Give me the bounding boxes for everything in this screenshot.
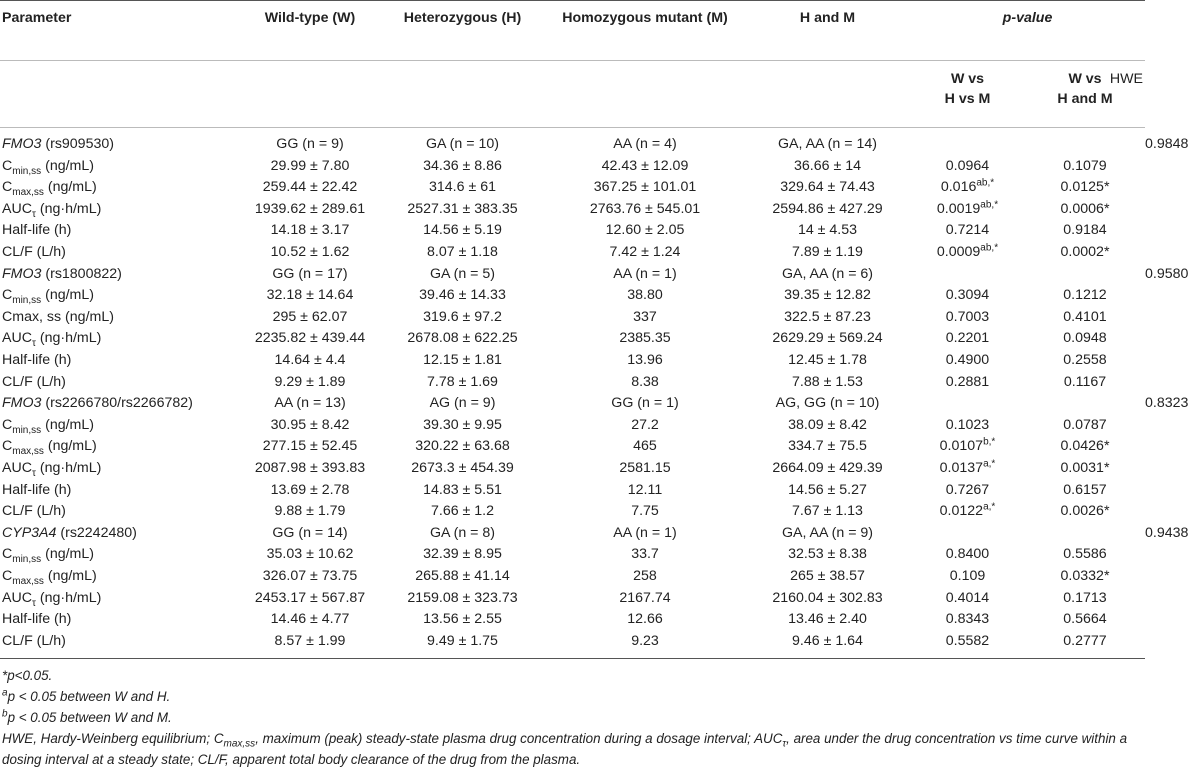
table-row [0,544,1145,566]
value-m: 2385.35 [619,330,671,347]
parameter-name: Half-life (h) [2,351,72,368]
value-w: 9.29 ± 1.89 [274,373,346,390]
parameter-cell [0,480,240,502]
table-row [0,307,1145,329]
parameter-unit: (ng/mL) [41,157,94,174]
genotype-hm: AG, GG (n = 10) [775,395,880,412]
parameter-name: C [2,179,13,196]
p-value-w-vs-h-and-m: 0.5586 [1063,546,1107,563]
parameter-cell [0,372,240,394]
p-value-w-vs-h-and-m: 0.1079 [1063,157,1107,174]
genotype-w: GG (n = 14) [272,524,348,541]
genotype-h: GA (n = 8) [429,524,496,541]
parameter-cell [0,501,240,523]
note-abbrev-part2: , maximum (peak) steady-state plasma drug concentration during a dosage interval; AUC [255,731,783,747]
parameter-cell [0,587,240,609]
parameter-name: C [2,157,13,174]
value-w: 277.15 ± 52.45 [262,438,358,455]
value-w: 13.69 ± 2.78 [270,481,350,498]
value-w: 8.57 ± 1.99 [240,631,380,659]
value-hm: 334.7 ± 75.5 [788,438,867,455]
value-h: 39.30 ± 9.95 [423,416,502,433]
value-w: 29.99 ± 7.80 [270,157,350,174]
parameter-unit: (ng·h/mL) [35,459,102,476]
parameter-unit: (ng/mL) [41,546,94,563]
value-w: 259.44 ± 22.42 [262,179,358,196]
p-value-w-vs-h-vs-m [910,544,1025,566]
p-blank [1025,128,1145,156]
value-m: 13.96 [627,351,663,368]
p-value-w-vs-h-vs-m [910,480,1025,502]
p-value-w-vs-h-and-m: 0.4101 [1063,308,1107,325]
value-h: 2159.08 ± 323.73 [407,589,518,606]
value-h: 39.46 ± 14.33 [419,287,506,304]
value-m: 2581.15 [619,459,671,476]
header-p-value-text: p-value [1002,10,1053,26]
p1-value: 0.109 [949,567,986,584]
note-b-text: p < 0.05 between W and M. [7,710,172,726]
value-hm: 322.5 ± 87.23 [784,308,871,325]
parameter-name: Half-life (h) [2,222,72,239]
p1-value: 0.4014 [945,589,990,606]
value-h: 14.83 ± 5.51 [423,481,502,498]
parameter-sub: min,ss [12,424,42,436]
p-value-w-vs-h-and-m: 0.2558 [1063,351,1107,368]
value-m: 465 [633,438,657,455]
table-row [0,328,1145,350]
genotype-w: AA (n = 13) [274,395,346,412]
table-row [0,587,1145,609]
table-row [0,566,1145,588]
value-h: 9.49 ± 1.75 [380,631,545,659]
value-h: 265.88 ± 41.14 [415,567,510,584]
parameter-cell [0,350,240,372]
parameter-name: C [2,546,13,563]
p-value-w-vs-h-and-m: 0.1212 [1063,287,1107,304]
value-m: 8.38 [631,373,659,390]
p1-sup: a,* [983,458,996,470]
p-value-w-vs-h-and-m: 0.0332* [1060,567,1110,584]
note-abbrev-part3: , area under the drug concentration vs time curve within a dosing interval at a steady state; CL/F, apparent total body clearance of the drug from the plasma. [2,731,1128,768]
p-value-w-vs-h-vs-m [910,415,1025,437]
parameter-cell [0,242,240,264]
parameter-name: Half-life (h) [2,481,72,498]
p-value-w-vs-h-and-m: 0.0948 [1063,330,1107,347]
genotype-hm: GA, AA (n = 14) [778,136,877,153]
value-w: 2453.17 ± 567.87 [254,589,366,606]
parameter-unit: (ng·h/mL) [35,200,102,217]
p1-value: 0.0009 [936,244,981,261]
snp-id: (rs2266780/rs2266782) [41,395,193,412]
table-row [0,372,1145,394]
snp-id: (rs1800822) [41,265,122,282]
note-a-text: p < 0.05 between W and H. [7,689,171,705]
p1-sup: b,* [983,436,996,448]
p-value-w-vs-h-and-m: 0.2777 [1025,631,1145,659]
p1-value: 0.3094 [945,287,990,304]
table-row [0,501,1145,523]
table-row [0,242,1145,264]
value-h: 8.07 ± 1.18 [427,244,498,261]
value-w: 14.64 ± 4.4 [274,351,346,368]
p-blank [1025,264,1145,286]
value-hm: 39.35 ± 12.82 [784,287,871,304]
parameter-sub: min,ss [12,554,42,566]
parameter-cell [0,458,240,480]
parameter-unit: (ng·h/mL) [35,330,102,347]
parameter-name: AUC [2,330,32,347]
p-value-w-vs-h-and-m: 0.9184 [1063,222,1107,239]
p-blank [910,264,1025,286]
p-value-w-vs-h-vs-m [910,458,1025,480]
parameter-sub: min,ss [12,165,42,177]
p1-value: 0.0019 [936,200,981,217]
parameter-name: C [2,438,13,455]
genotype-m: AA (n = 1) [613,524,677,541]
p-value-w-vs-h-vs-m [910,501,1025,523]
note-b [2,707,1143,728]
p-value-w-vs-h-and-m: 0.0787 [1063,416,1107,433]
parameter-cell [0,156,240,178]
p-value-w-vs-h-vs-m [910,177,1025,199]
p1-value: 0.8343 [945,611,990,628]
genotype-h: AG (n = 9) [429,395,496,412]
p1-value: 0.0122 [939,503,984,520]
table-row [0,436,1145,458]
p-value-w-vs-h-vs-m [910,307,1025,329]
parameter-sub: max,ss [12,446,44,458]
value-hm: 14 ± 4.53 [797,222,858,239]
table-row [0,609,1145,631]
p1-value: 0.7214 [945,222,990,239]
value-m: 2167.74 [619,589,671,606]
genotype-hm: GA, AA (n = 6) [781,265,874,282]
gene-label [0,523,240,545]
p-value-w-vs-h-vs-m [910,436,1025,458]
gene-name: FMO3 [2,395,42,412]
parameter-cell [0,609,240,631]
table-row: FMO3 (rs1800822) GG (n = 17) GA (n = 5) AA (n = 1) GA, AA (n = 6) 0.9580 [0,264,1145,286]
p-value-w-vs-h-and-m: 0.0426* [1060,438,1110,455]
value-w: 1939.62 ± 289.61 [254,200,366,217]
header-homozygous [545,1,745,61]
p1-sup: ab,* [976,177,995,189]
parameter-unit: (ng/mL) [43,438,97,455]
value-hm: 329.64 ± 74.43 [780,179,875,196]
parameter-unit: (ng/mL) [41,416,94,433]
parameter-cell [0,199,240,221]
value-hm: 36.66 ± 14 [794,157,861,174]
value-hm: 14.56 ± 5.27 [788,481,867,498]
value-hm: 2160.04 ± 302.83 [772,589,883,606]
parameter-unit: (ng·h/mL) [35,589,102,606]
p-value-w-vs-h-vs-m [910,220,1025,242]
header-w-vs-h-vs-m-line1: W vs [950,71,985,87]
value-w: 10.52 ± 1.62 [270,244,350,261]
note-significance: *p<0.05. [2,668,53,684]
p1-value: 0.2201 [945,330,990,347]
value-m: 12.11 [627,481,663,498]
p1-value: 0.0137 [939,459,984,476]
value-hm: 7.88 ± 1.53 [792,373,863,390]
table-row [0,458,1145,480]
value-w: 32.18 ± 14.64 [266,287,354,304]
table-row: FMO3 (rs2266780/rs2266782) AA (n = 13) AG (n = 9) GG (n = 1) AG, GG (n = 10) 0.8323 [0,393,1145,415]
value-w: 2087.98 ± 393.83 [254,459,366,476]
table-row [0,415,1145,437]
value-m: 7.75 [631,503,659,520]
value-m: 27.2 [631,416,659,433]
value-w: 30.95 ± 8.42 [270,416,350,433]
value-hm: 12.45 ± 1.78 [788,351,867,368]
value-h: 12.15 ± 1.81 [423,351,502,368]
note-a-sup: a [2,687,8,699]
p-value-w-vs-h-vs-m [910,587,1025,609]
p-value-w-vs-h-vs-m [910,609,1025,631]
p-value-w-vs-h-and-m: 0.0002* [1060,244,1110,261]
value-w: 295 ± 62.07 [272,308,348,325]
p1-value: 0.5582 [945,632,990,649]
parameter-name: AUC [2,200,32,217]
parameter-name: AUC [2,589,32,606]
value-h: 320.22 ± 63.68 [415,438,510,455]
parameter-sub: τ [31,597,36,609]
p1-value: 0.7003 [945,308,990,325]
gene-name: FMO3 [2,136,42,153]
genotype-w: GG (n = 9) [276,136,344,153]
gene-label [0,128,240,156]
p-value-w-vs-h-vs-m [910,242,1025,264]
p1-value: 0.016 [940,179,977,196]
p-blank [1025,393,1145,415]
value-hm: 38.09 ± 8.42 [788,416,867,433]
parameter-sub: τ [31,467,36,479]
genotype-m: GG (n = 1) [611,395,679,412]
p-blank [1025,523,1145,545]
value-hm: 7.67 ± 1.13 [792,503,863,520]
value-w: 14.46 ± 4.77 [270,611,350,628]
p1-value: 0.7267 [945,481,990,498]
parameter-sub: τ [31,338,36,350]
value-hm: 265 ± 38.57 [790,567,865,584]
value-h: 7.78 ± 1.69 [427,373,498,390]
table-row [0,156,1145,178]
p-blank [910,128,1025,156]
table-row [0,350,1145,372]
value-hm: 7.89 ± 1.19 [792,244,863,261]
parameter-name: C [2,416,13,433]
gene-name: FMO3 [2,265,42,282]
value-h: 7.66 ± 1.2 [430,503,494,520]
header-heterozygous: Heterozygous (H) [380,1,545,61]
p-value-w-vs-h-and-m: 0.0125* [1060,179,1110,196]
value-h: 2673.3 ± 454.39 [411,459,514,476]
p-value-w-vs-h-vs-m [910,285,1025,307]
value-m: 258 [633,567,657,584]
value-h: 32.39 ± 8.95 [423,546,502,563]
parameter-name: Cmax, ss (ng/mL) [2,308,114,325]
p1-value: 0.1023 [945,416,990,433]
p-value-w-vs-h-vs-m [910,566,1025,588]
value-m: 42.43 ± 12.09 [601,157,689,174]
parameter-name: Half-life (h) [2,611,72,628]
parameter-cell [0,631,240,659]
parameter-cell [0,177,240,199]
p-value-w-vs-h-and-m: 0.6157 [1063,481,1107,498]
parameter-cell [0,544,240,566]
value-h: 13.56 ± 2.55 [423,611,502,628]
header-w-vs-h-vs-m-line2: H vs M [944,91,991,107]
header-parameter: Parameter [0,1,240,61]
table-row: FMO3 (rs909530) GG (n = 9) GA (n = 10) AA (n = 4) GA, AA (n = 14) 0.9848 [0,128,1145,156]
header-w-vs-h-and-m-line2: H and M [1057,91,1113,107]
table-row [0,631,1145,659]
genotype-m: AA (n = 4) [613,136,677,153]
value-m: 33.7 [631,546,659,563]
parameter-unit: (ng/mL) [43,179,97,196]
p1-value: 0.4900 [945,351,990,368]
value-w: 9.88 ± 1.79 [274,503,346,520]
table-row [0,199,1145,221]
parameter-unit: (ng/mL) [43,567,97,584]
header-w-vs-h-and-m-line1: W vs [1068,71,1102,87]
p-blank [910,393,1025,415]
parameter-cell [0,328,240,350]
table-row [0,220,1145,242]
value-m: 7.42 ± 1.24 [609,244,681,261]
note-a [2,686,1143,707]
value-h: 2527.31 ± 383.35 [407,200,518,217]
snp-id: (rs909530) [41,136,114,153]
p-value-w-vs-h-and-m: 0.5664 [1063,611,1107,628]
header-wild-type: Wild-type (W) [240,1,380,61]
genotype-h: GA (n = 10) [426,136,499,153]
parameter-name: AUC [2,459,32,476]
value-h: 14.56 ± 5.19 [423,222,502,239]
p1-value: 0.0107 [939,438,984,455]
parameter-name: C [2,287,13,304]
parameter-sub: max,ss [12,187,44,199]
parameter-sub: τ [31,208,36,220]
value-hm: 2594.86 ± 427.29 [772,200,883,217]
parameter-cell [0,415,240,437]
gene-label [0,393,240,415]
header-homozygous-text: Homozygous mutant (M) [562,10,728,26]
value-m: 367.25 ± 101.01 [593,179,697,196]
snp-id: (rs2242480) [56,524,137,541]
p1-value: 0.8400 [945,546,990,563]
header-p-value [910,1,1145,61]
gene-label [0,264,240,286]
value-h: 34.36 ± 8.86 [423,157,502,174]
table-row: CYP3A4 (rs2242480) GG (n = 14) GA (n = 8) AA (n = 1) GA, AA (n = 9) 0.9438 [0,523,1145,545]
p-value-w-vs-h-vs-m [910,631,1025,659]
value-m: 2763.76 ± 545.01 [589,200,701,217]
table-row [0,480,1145,502]
genotype-h: GA (n = 5) [429,265,496,282]
p-value-w-vs-h-vs-m [910,156,1025,178]
value-w: 326.07 ± 73.75 [262,567,358,584]
value-hm: 2664.09 ± 429.39 [772,459,883,476]
note-abbrev-sub1: max,ss [223,738,256,750]
p1-value: 0.0964 [945,157,990,174]
value-w: 2235.82 ± 439.44 [254,330,366,347]
parameter-cell [0,220,240,242]
p1-sup: ab,* [980,242,999,254]
p-blank [910,523,1025,545]
parameter-name: CL/F (L/h) [2,373,66,390]
p-value-w-vs-h-and-m: 0.1167 [1063,373,1107,390]
genotype-w: GG (n = 17) [272,265,348,282]
value-hm: 32.53 ± 8.38 [788,546,867,563]
value-w: 14.18 ± 3.17 [270,222,350,239]
parameter-name: CL/F (L/h) [2,632,66,649]
parameter-cell [0,307,240,329]
note-abbrev-part1: HWE, Hardy-Weinberg equilibrium; C [2,731,224,747]
parameter-cell [0,436,240,458]
value-h: 319.6 ± 97.2 [423,308,502,325]
p-value-w-vs-h-and-m: 0.0026* [1060,503,1110,520]
parameter-name: CL/F (L/h) [2,244,66,261]
value-m: 38.80 [627,287,663,304]
value-m: 9.23 [545,631,745,659]
p-value-w-vs-h-and-m: 0.0006* [1060,200,1110,217]
value-m: 337 [633,308,657,325]
value-m: 12.60 ± 2.05 [605,222,685,239]
table-row [0,177,1145,199]
parameter-name: C [2,567,13,584]
p-value-w-vs-h-and-m: 0.1713 [1063,589,1107,606]
value-hm: 13.46 ± 2.40 [788,611,867,628]
value-h: 314.6 ± 61 [429,179,496,196]
value-hm: 2629.29 ± 569.24 [772,330,883,347]
parameter-sub: min,ss [12,295,42,307]
parameter-unit: (ng/mL) [41,287,94,304]
p1-value: 0.2881 [945,373,990,390]
value-m: 12.66 [627,611,663,628]
table-body [0,128,1188,659]
header-h-and-m: H and M [745,1,910,61]
p1-sup: a,* [983,501,996,513]
parameter-cell [0,566,240,588]
parameter-cell [0,285,240,307]
genotype-hm: GA, AA (n = 9) [781,524,874,541]
value-h: 2678.08 ± 622.25 [407,330,518,347]
note-b-sup: b [2,708,8,720]
p-value-w-vs-h-vs-m [910,350,1025,372]
header-hwe: HWE [1109,71,1144,87]
p1-sup: ab,* [980,199,999,211]
gene-name: CYP3A4 [2,524,57,541]
p-value-w-vs-h-and-m: 0.0031* [1060,459,1110,476]
genotype-m: AA (n = 1) [613,265,677,282]
value-hm: 9.46 ± 1.64 [745,631,910,659]
parameter-name: CL/F (L/h) [2,503,66,520]
parameter-sub: max,ss [12,575,44,587]
table-row [0,285,1145,307]
p-value-w-vs-h-vs-m [910,199,1025,221]
p-value-w-vs-h-vs-m [910,372,1025,394]
table-notes [0,659,1145,770]
header-w-vs-h-vs-m [910,61,1025,128]
note-abbrev-sub2: τ [782,738,787,750]
value-w: 35.03 ± 10.62 [266,546,354,563]
p-value-w-vs-h-vs-m [910,328,1025,350]
note-abbreviations [2,728,1143,770]
